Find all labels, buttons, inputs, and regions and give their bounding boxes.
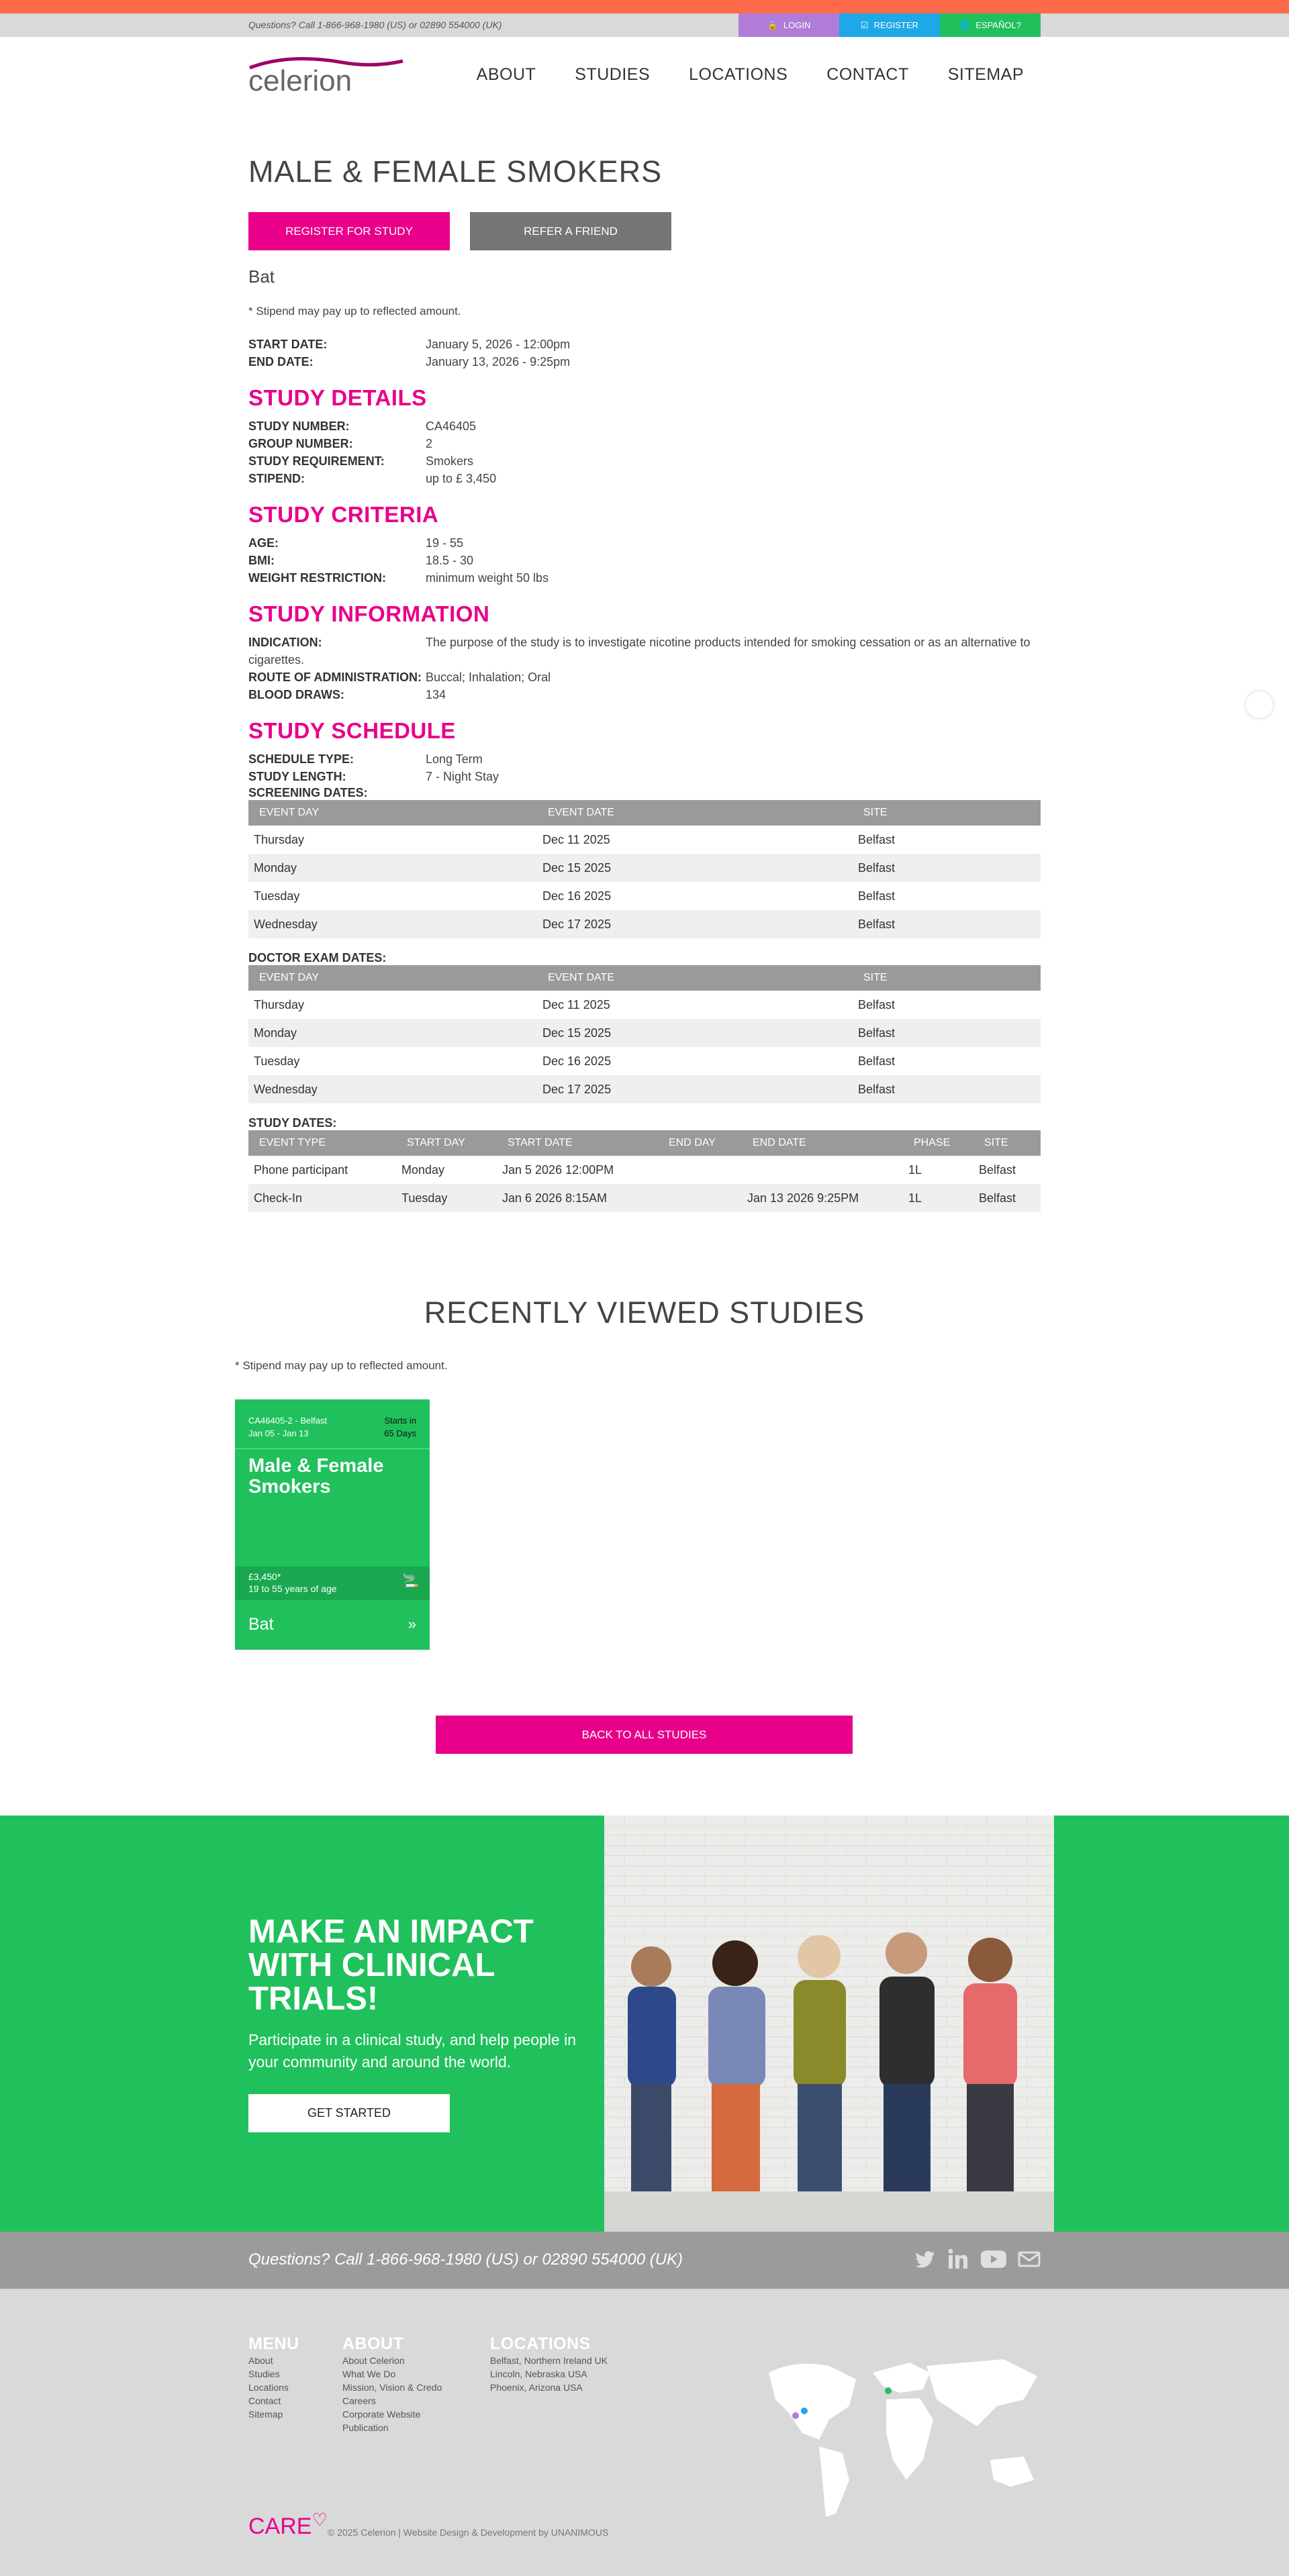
end-date-value: January 13, 2026 - 9:25pm bbox=[426, 355, 571, 368]
start-date-value: January 5, 2026 - 12:00pm bbox=[426, 338, 571, 351]
column-header: SITE bbox=[853, 965, 1041, 991]
card-code: CA46405-2 - Belfast bbox=[248, 1416, 328, 1426]
get-started-button[interactable]: GET STARTED bbox=[248, 2094, 450, 2132]
column-header: END DAY bbox=[658, 1130, 742, 1156]
footer-link[interactable]: Locations bbox=[248, 2382, 289, 2393]
footer bbox=[0, 2289, 1289, 2576]
criteria-value: 18.5 - 30 bbox=[426, 554, 474, 567]
event-day: Tuesday bbox=[254, 889, 300, 903]
event-date: Dec 11 2025 bbox=[542, 832, 610, 846]
refer-a-friend-button[interactable]: REFER A FRIEND bbox=[470, 212, 671, 250]
column-header: EVENT DAY bbox=[248, 800, 537, 826]
detail-value: CA46405 bbox=[426, 419, 477, 433]
copyright: © 2025 Celerion | Website Design & Development by UNANIMOUS bbox=[328, 2527, 609, 2538]
twitter-icon[interactable] bbox=[913, 2248, 936, 2271]
schedule-value: Long Term bbox=[426, 752, 483, 766]
impact-heading: MAKE AN IMPACT WITH CLINICAL TRIALS! bbox=[248, 1914, 534, 2017]
celerion-logo[interactable] bbox=[248, 56, 406, 96]
footer-link[interactable]: About bbox=[248, 2355, 273, 2366]
info-label: BLOOD DRAWS: bbox=[248, 688, 344, 701]
study-card[interactable] bbox=[235, 1399, 430, 1650]
column-header: EVENT DATE bbox=[537, 800, 853, 826]
care-logo bbox=[248, 2510, 328, 2540]
end-date bbox=[742, 1156, 903, 1184]
card-info-band bbox=[235, 1567, 430, 1600]
location-dot bbox=[792, 2412, 799, 2419]
criteria-value: minimum weight 50 lbs bbox=[426, 571, 549, 585]
doctor-exam-dates-label: DOCTOR EXAM DATES: bbox=[248, 951, 387, 964]
schedule-value: 7 - Night Stay bbox=[426, 770, 499, 783]
nav-menu bbox=[477, 65, 1024, 85]
logo-text: celerion bbox=[248, 64, 352, 96]
doctor-exam-dates-table bbox=[248, 965, 1041, 1103]
nav-sitemap[interactable]: SITEMAP bbox=[947, 65, 1024, 84]
social-links bbox=[913, 2248, 1041, 2271]
back-to-all-studies-button[interactable]: BACK TO ALL STUDIES bbox=[436, 1716, 853, 1754]
care-text: CARE bbox=[248, 2514, 312, 2539]
end-date-label: END DATE: bbox=[248, 355, 314, 368]
utility-question: Questions? Call 1-866-968-1980 (US) or 02890 554000 (UK) bbox=[248, 19, 502, 30]
event-date: Dec 15 2025 bbox=[537, 854, 853, 882]
event-date: Dec 16 2025 bbox=[542, 1054, 612, 1068]
study-details-list bbox=[248, 417, 1041, 487]
column-header: EVENT TYPE bbox=[248, 1130, 396, 1156]
start-date: Jan 6 2026 8:15AM bbox=[497, 1184, 658, 1212]
group-photo bbox=[604, 1816, 1054, 2232]
card-stipend: £3,450* bbox=[248, 1571, 281, 1582]
event-site: Belfast bbox=[853, 854, 1041, 882]
event-day: Wednesday bbox=[248, 1075, 537, 1103]
impact-text: Participate in a clinical study, and help people in your community and around the world. bbox=[248, 2031, 576, 2071]
card-days: 65 Days bbox=[384, 1428, 416, 1438]
event-date: Dec 17 2025 bbox=[537, 910, 853, 938]
recent-stipend-note: * Stipend may pay up to reflected amount. bbox=[235, 1359, 448, 1372]
cigarette-icon: 🚬 bbox=[402, 1573, 419, 1588]
indication bbox=[248, 634, 1041, 668]
footer-menu bbox=[248, 2334, 299, 2421]
register-label: REGISTER bbox=[873, 20, 919, 30]
indication-label: INDICATION: bbox=[248, 636, 322, 649]
register-button[interactable] bbox=[839, 13, 940, 37]
detail-value: Smokers bbox=[426, 454, 474, 468]
column-header: PHASE bbox=[903, 1130, 973, 1156]
event-site: Belfast bbox=[853, 1075, 1041, 1103]
event-day: Monday bbox=[248, 1019, 537, 1047]
questions-bar bbox=[0, 2232, 1289, 2289]
footer-menu-heading: MENU bbox=[248, 2334, 299, 2353]
column-header: EVENT DAY bbox=[248, 965, 537, 991]
double-chevron-right-icon: » bbox=[408, 1616, 416, 1632]
checkbox-icon: ☑ bbox=[860, 19, 869, 30]
heart-icon: ♡ bbox=[312, 2510, 328, 2530]
footer-link[interactable]: What We Do bbox=[342, 2369, 396, 2379]
criteria-value: 19 - 55 bbox=[426, 536, 464, 550]
column-header: END DATE bbox=[742, 1130, 903, 1156]
study-site: Bat bbox=[248, 266, 275, 287]
table-row bbox=[248, 826, 1041, 854]
end-day bbox=[658, 1156, 742, 1184]
event-day: Wednesday bbox=[248, 910, 537, 938]
site: Belfast bbox=[973, 1184, 1041, 1212]
espanol-button[interactable] bbox=[940, 13, 1041, 37]
globe-icon: 🌐 bbox=[959, 19, 971, 30]
nav-studies[interactable]: STUDIES bbox=[575, 65, 651, 84]
recently-viewed-heading: RECENTLY VIEWED STUDIES bbox=[424, 1295, 865, 1330]
start-date-label: START DATE: bbox=[248, 338, 328, 351]
phase: 1L bbox=[903, 1184, 973, 1212]
event-day: Monday bbox=[248, 854, 537, 882]
world-map bbox=[755, 2346, 1051, 2527]
card-site: Bat bbox=[248, 1615, 274, 1634]
indication-value: The purpose of the study is to investigate nicotine products intended for smoking cessation or as an alternative to cigarettes. bbox=[248, 636, 1031, 666]
questions-text: Questions? Call 1-866-968-1980 (US) or 02890 554000 (UK) bbox=[248, 2250, 683, 2269]
event-day: Thursday bbox=[254, 997, 305, 1011]
site: Belfast bbox=[979, 1162, 1016, 1177]
email-icon[interactable] bbox=[1018, 2248, 1041, 2271]
study-dates-label: STUDY DATES: bbox=[248, 1116, 337, 1130]
main-nav bbox=[0, 37, 1289, 111]
start-day: Tuesday bbox=[396, 1184, 497, 1212]
event-site: Belfast bbox=[858, 1054, 896, 1068]
event-date: Dec 15 2025 bbox=[537, 1019, 853, 1047]
event-site: Belfast bbox=[858, 832, 896, 846]
espanol-label: ESPAÑOL? bbox=[975, 20, 1021, 30]
youtube-icon[interactable] bbox=[980, 2248, 1007, 2271]
end-date: Jan 13 2026 9:25PM bbox=[742, 1184, 903, 1212]
accessibility-widget-icon[interactable] bbox=[1246, 691, 1273, 718]
study-dates-table bbox=[248, 1130, 1041, 1212]
lock-icon: 🔒 bbox=[767, 19, 778, 30]
screening-dates-table bbox=[248, 800, 1041, 938]
impact-banner bbox=[0, 1816, 1289, 2232]
event-day: Thursday bbox=[254, 832, 305, 846]
detail-label: STIPEND: bbox=[248, 472, 305, 485]
table-row bbox=[248, 1156, 1041, 1184]
stipend-note: * Stipend may pay up to reflected amount. bbox=[248, 305, 461, 317]
location-dot bbox=[801, 2408, 808, 2414]
study-information-heading: STUDY INFORMATION bbox=[248, 601, 490, 626]
event-site: Belfast bbox=[853, 1019, 1041, 1047]
schedule-label: SCHEDULE TYPE: bbox=[248, 752, 354, 766]
event-date: Dec 17 2025 bbox=[537, 1075, 853, 1103]
table-row bbox=[248, 1184, 1041, 1212]
screening-dates-label: SCREENING DATES: bbox=[248, 786, 368, 799]
footer-about-heading: ABOUT bbox=[342, 2334, 404, 2353]
nav-about[interactable]: ABOUT bbox=[476, 65, 536, 84]
footer-link[interactable]: Contact bbox=[248, 2395, 281, 2406]
table-row bbox=[248, 910, 1041, 938]
footer-link[interactable]: Phoenix, Arizona USA bbox=[490, 2382, 583, 2393]
criteria-label: AGE: bbox=[248, 536, 279, 550]
event-date: Dec 11 2025 bbox=[542, 997, 610, 1011]
card-title: Male & Female Smokers bbox=[248, 1455, 384, 1497]
study-details-heading: STUDY DETAILS bbox=[248, 385, 427, 410]
detail-label: STUDY REQUIREMENT: bbox=[248, 454, 385, 468]
location-dot bbox=[885, 2387, 892, 2394]
table-row bbox=[248, 1075, 1041, 1103]
column-header: SITE bbox=[973, 1130, 1041, 1156]
login-button[interactable] bbox=[738, 13, 839, 37]
start-date: Jan 5 2026 12:00PM bbox=[502, 1162, 614, 1177]
event-day: Tuesday bbox=[254, 1054, 300, 1068]
footer-link[interactable]: Corporate Website bbox=[342, 2409, 421, 2420]
footer-link[interactable]: Publication bbox=[342, 2422, 389, 2433]
study-criteria-list bbox=[248, 534, 1041, 587]
nav-locations[interactable]: LOCATIONS bbox=[689, 65, 788, 84]
end-day bbox=[658, 1184, 742, 1212]
footer-about bbox=[342, 2334, 442, 2434]
info-label: ROUTE OF ADMINISTRATION: bbox=[248, 671, 422, 684]
footer-link[interactable]: Mission, Vision & Credo bbox=[342, 2382, 442, 2393]
footer-link[interactable]: Careers bbox=[342, 2395, 376, 2406]
event-site: Belfast bbox=[853, 910, 1041, 938]
event-site: Belfast bbox=[858, 889, 896, 903]
phase: 1L bbox=[908, 1162, 922, 1177]
register-for-study-button[interactable]: REGISTER FOR STUDY bbox=[248, 212, 450, 250]
linkedin-icon[interactable] bbox=[947, 2248, 969, 2271]
detail-label: GROUP NUMBER: bbox=[248, 437, 353, 450]
table-row bbox=[248, 1047, 1041, 1075]
column-header: START DAY bbox=[396, 1130, 497, 1156]
info-value: 134 bbox=[426, 688, 446, 701]
footer-link[interactable]: Studies bbox=[248, 2369, 280, 2379]
utility-bar bbox=[0, 13, 1289, 37]
table-row bbox=[248, 854, 1041, 882]
footer-link[interactable]: About Celerion bbox=[342, 2355, 405, 2366]
event-date: Dec 16 2025 bbox=[542, 889, 612, 903]
study-main bbox=[248, 154, 1041, 1212]
page-title: MALE & FEMALE SMOKERS bbox=[248, 154, 663, 189]
column-header: SITE bbox=[853, 800, 1041, 826]
table-row bbox=[248, 882, 1041, 910]
column-header: START DATE bbox=[497, 1130, 658, 1156]
event-site: Belfast bbox=[858, 997, 896, 1011]
footer-locations bbox=[490, 2334, 608, 2394]
event-type: Check-In bbox=[248, 1184, 396, 1212]
study-criteria-heading: STUDY CRITERIA bbox=[248, 502, 439, 527]
detail-value: up to £ 3,450 bbox=[426, 472, 497, 485]
study-schedule-heading: STUDY SCHEDULE bbox=[248, 718, 456, 743]
footer-link[interactable]: Lincoln, Nebraska USA bbox=[490, 2369, 587, 2379]
login-label: LOGIN bbox=[783, 20, 811, 30]
criteria-label: WEIGHT RESTRICTION: bbox=[248, 571, 386, 585]
schedule-label: STUDY LENGTH: bbox=[248, 770, 346, 783]
footer-link[interactable]: Belfast, Northern Ireland UK bbox=[490, 2355, 608, 2366]
nav-contact[interactable]: CONTACT bbox=[826, 65, 909, 84]
table-row bbox=[248, 991, 1041, 1019]
start-day: Monday bbox=[401, 1162, 445, 1177]
info-value: Buccal; Inhalation; Oral bbox=[426, 671, 551, 684]
footer-locations-heading: LOCATIONS bbox=[490, 2334, 591, 2353]
footer-link[interactable]: Sitemap bbox=[248, 2409, 283, 2420]
table-row bbox=[248, 1019, 1041, 1047]
criteria-label: BMI: bbox=[248, 554, 275, 567]
card-starts-in: Starts in bbox=[384, 1416, 416, 1426]
top-accent-bar bbox=[0, 0, 1289, 13]
card-ages: 19 to 55 years of age bbox=[248, 1583, 337, 1594]
detail-value: 2 bbox=[426, 437, 433, 450]
card-dates: Jan 05 - Jan 13 bbox=[248, 1428, 309, 1438]
column-header: EVENT DATE bbox=[537, 965, 853, 991]
event-type: Phone participant bbox=[254, 1162, 348, 1177]
detail-label: STUDY NUMBER: bbox=[248, 419, 350, 433]
